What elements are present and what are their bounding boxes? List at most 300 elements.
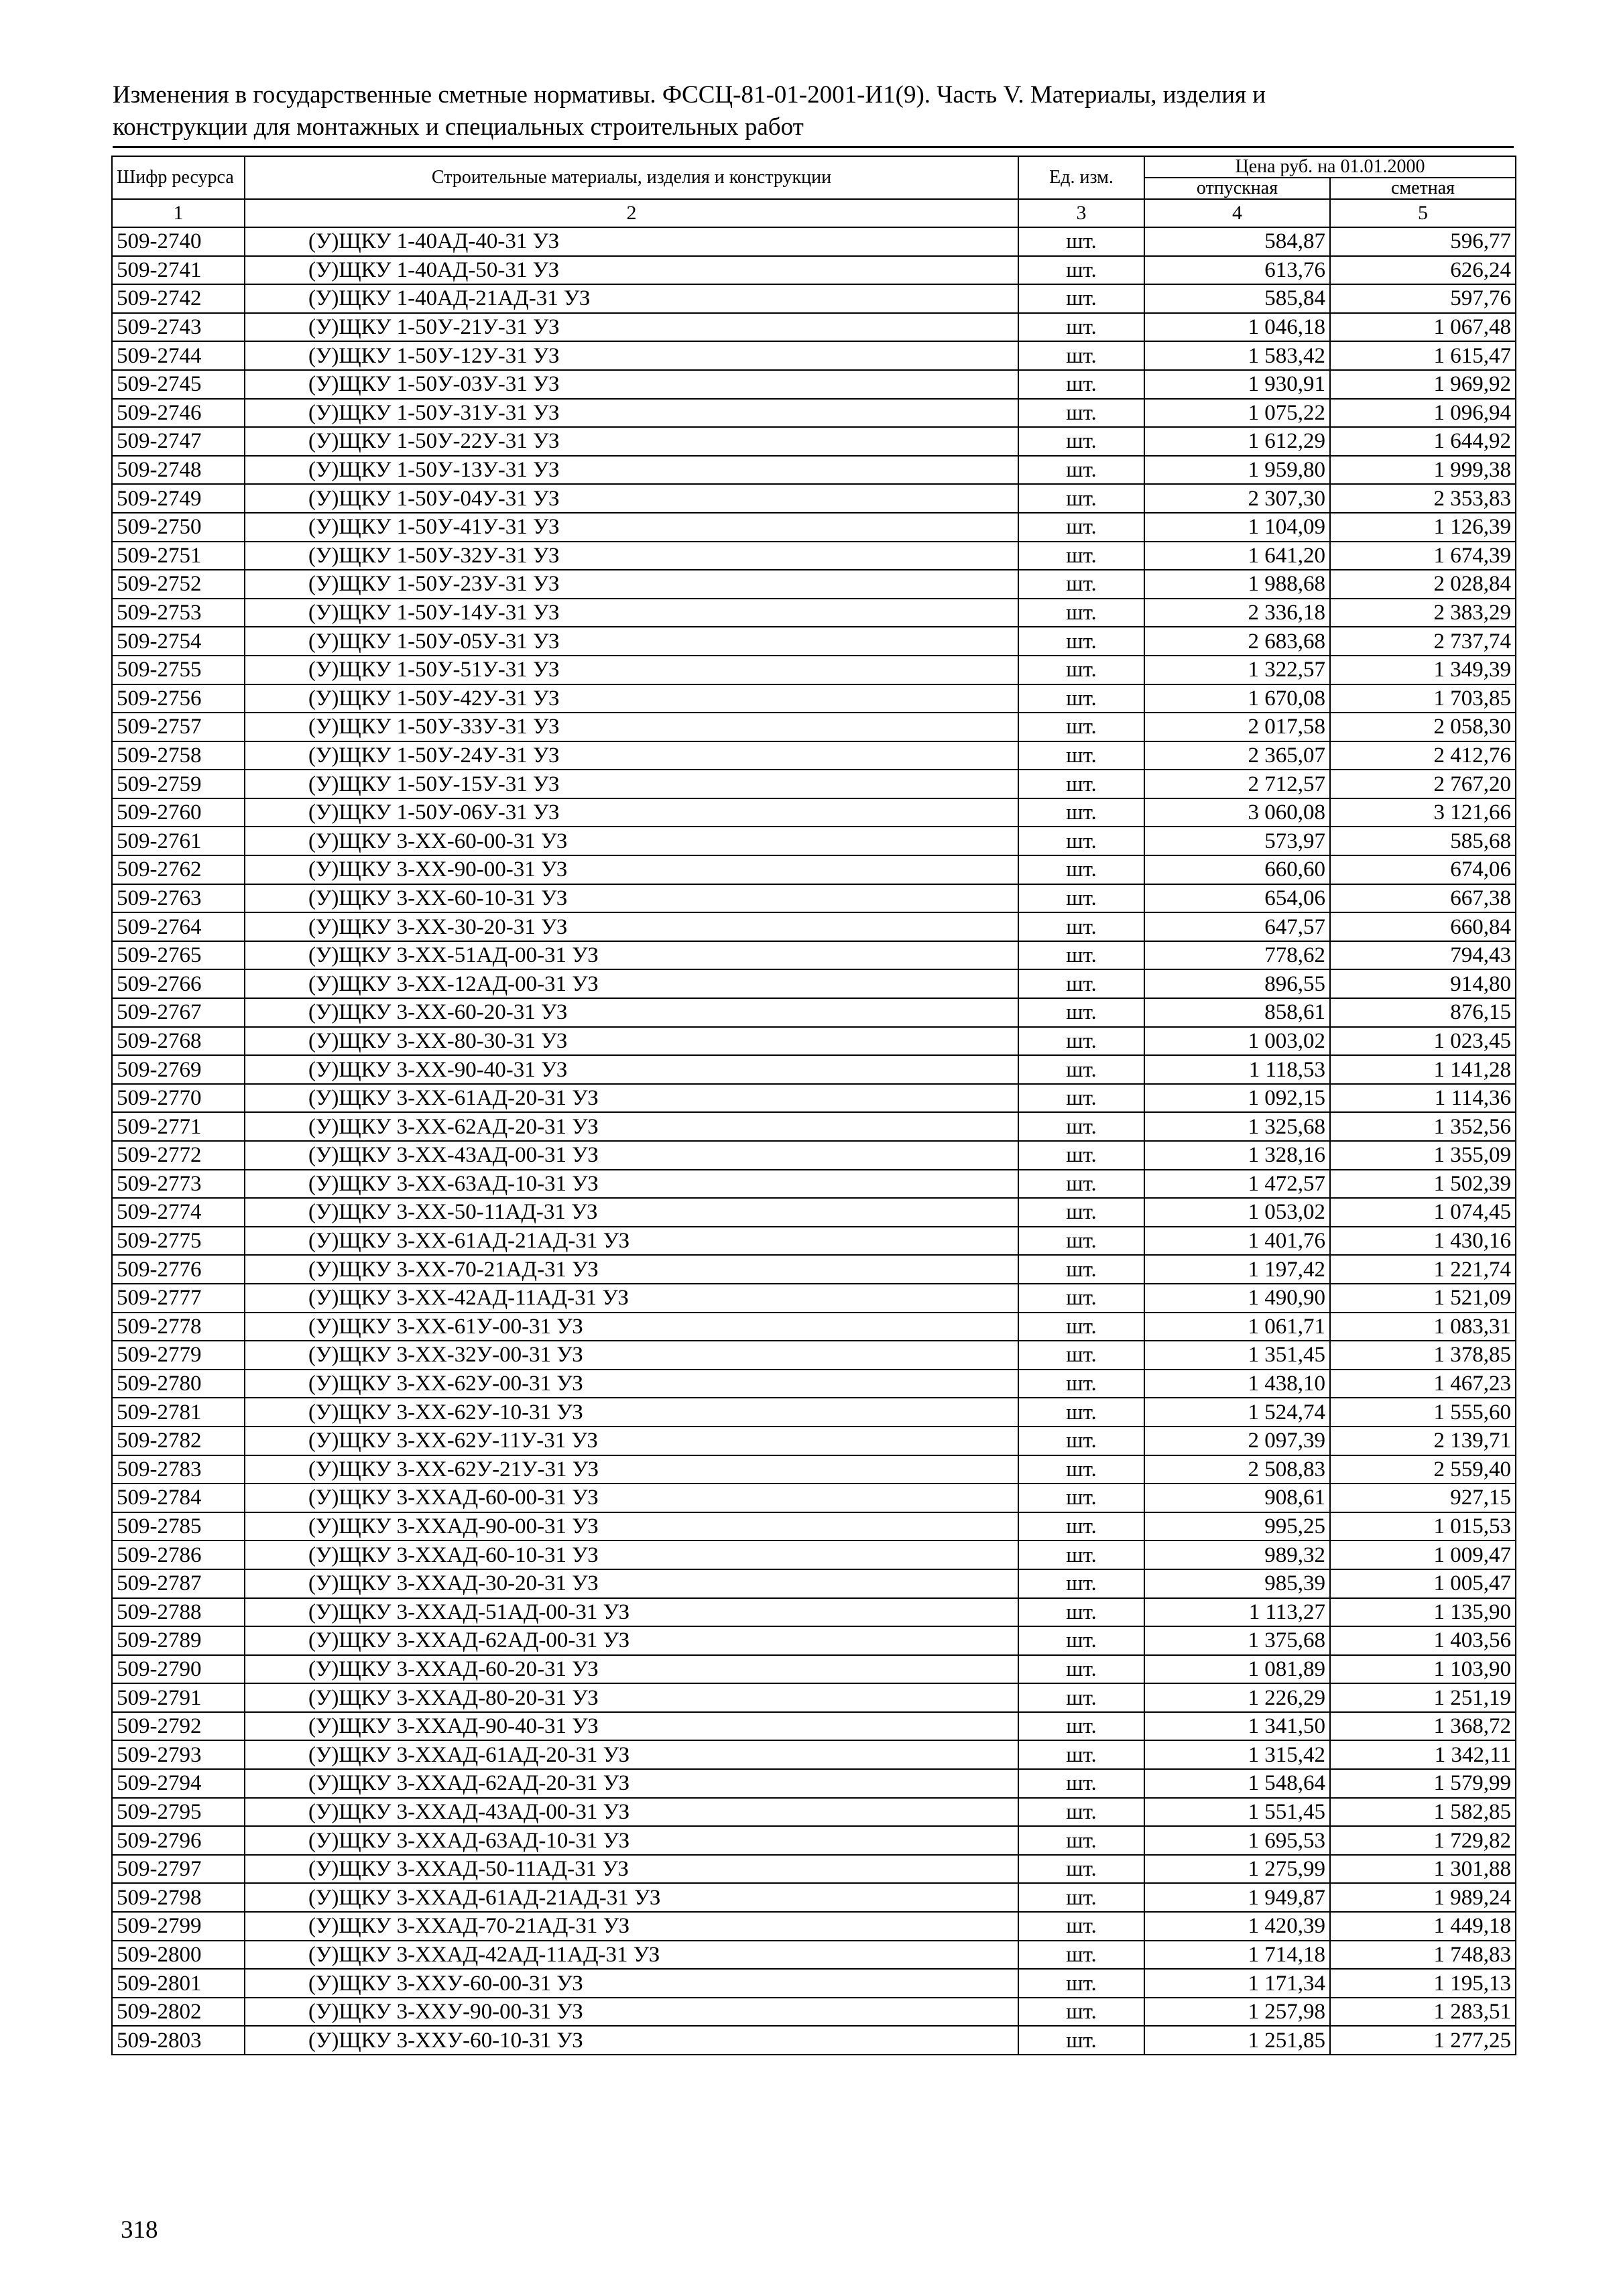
cell-name: (У)ЩКУ 1-50У-15У-31 УЗ xyxy=(245,770,1018,798)
table-row xyxy=(112,1598,1516,1627)
cell-price-estimate: 1 126,39 xyxy=(1330,513,1516,542)
cell-unit: шт. xyxy=(1018,969,1144,998)
table-row xyxy=(112,1969,1516,1998)
cell-name: (У)ЩКУ 3-ХХАД-42АД-11АД-31 УЗ xyxy=(245,1941,1018,1970)
cell-price-estimate: 597,76 xyxy=(1330,284,1516,313)
cell-unit: шт. xyxy=(1018,1740,1144,1769)
cell-unit: шт. xyxy=(1018,227,1144,256)
cell-name: (У)ЩКУ 3-ХХ-62У-21У-31 УЗ xyxy=(245,1455,1018,1484)
cell-code: 509-2756 xyxy=(112,684,245,713)
cell-unit: шт. xyxy=(1018,1055,1144,1084)
cell-code: 509-2766 xyxy=(112,969,245,998)
table-row xyxy=(112,1455,1516,1484)
cell-price-release: 1 472,57 xyxy=(1144,1170,1330,1199)
cell-unit: шт. xyxy=(1018,1769,1144,1798)
table-row xyxy=(112,256,1516,285)
cell-name: (У)ЩКУ 3-ХХАД-60-00-31 УЗ xyxy=(245,1484,1018,1512)
cell-unit: шт. xyxy=(1018,1027,1144,1056)
cell-name: (У)ЩКУ 1-50У-24У-31 УЗ xyxy=(245,741,1018,770)
cell-price-release: 1 003,02 xyxy=(1144,1027,1330,1056)
cell-price-release: 2 017,58 xyxy=(1144,713,1330,741)
cell-price-release: 1 075,22 xyxy=(1144,399,1330,428)
col-header-code: Шифр ресурса xyxy=(112,156,245,199)
cell-price-release: 989,32 xyxy=(1144,1540,1330,1569)
cell-name: (У)ЩКУ 1-50У-32У-31 УЗ xyxy=(245,542,1018,570)
table-row xyxy=(112,941,1516,970)
cell-name: (У)ЩКУ 3-ХХ-62У-11У-31 УЗ xyxy=(245,1427,1018,1455)
cell-name: (У)ЩКУ 3-ХХ-30-20-31 УЗ xyxy=(245,912,1018,941)
cell-price-estimate: 1 074,45 xyxy=(1330,1198,1516,1227)
table-row xyxy=(112,1112,1516,1141)
cell-price-estimate: 2 737,74 xyxy=(1330,627,1516,656)
cell-unit: шт. xyxy=(1018,1883,1144,1912)
table-row xyxy=(112,827,1516,855)
cell-name: (У)ЩКУ 1-50У-12У-31 УЗ xyxy=(245,341,1018,370)
cell-unit: шт. xyxy=(1018,370,1144,399)
table-row xyxy=(112,513,1516,542)
table-row xyxy=(112,1769,1516,1798)
cell-name: (У)ЩКУ 1-50У-14У-31 УЗ xyxy=(245,599,1018,627)
cell-unit: шт. xyxy=(1018,1141,1144,1170)
table-row xyxy=(112,1655,1516,1684)
cell-unit: шт. xyxy=(1018,1370,1144,1398)
table-row xyxy=(112,1313,1516,1341)
cell-price-estimate: 1 349,39 xyxy=(1330,656,1516,684)
cell-price-estimate: 1 342,11 xyxy=(1330,1740,1516,1769)
cell-unit: шт. xyxy=(1018,1455,1144,1484)
cell-price-release: 1 046,18 xyxy=(1144,313,1330,342)
cell-unit: шт. xyxy=(1018,1626,1144,1655)
cell-unit: шт. xyxy=(1018,570,1144,599)
cell-price-estimate: 660,84 xyxy=(1330,912,1516,941)
cell-code: 509-2753 xyxy=(112,599,245,627)
cell-unit: шт. xyxy=(1018,884,1144,913)
cell-unit: шт. xyxy=(1018,1998,1144,2027)
cell-code: 509-2763 xyxy=(112,884,245,913)
table-row xyxy=(112,1227,1516,1256)
col-number: 4 xyxy=(1144,199,1330,227)
cell-name: (У)ЩКУ 3-ХХАД-50-11АД-31 УЗ xyxy=(245,1855,1018,1884)
cell-price-release: 1 548,64 xyxy=(1144,1769,1330,1798)
cell-price-release: 2 097,39 xyxy=(1144,1427,1330,1455)
table-row xyxy=(112,1712,1516,1741)
cell-name: (У)ЩКУ 3-ХХАД-63АД-10-31 УЗ xyxy=(245,1826,1018,1855)
cell-name: (У)ЩКУ 3-ХХАД-90-00-31 УЗ xyxy=(245,1512,1018,1541)
header-rule xyxy=(113,146,1514,148)
cell-price-release: 1 351,45 xyxy=(1144,1341,1330,1370)
cell-price-estimate: 1 644,92 xyxy=(1330,427,1516,456)
cell-name: (У)ЩКУ 3-ХХАД-60-20-31 УЗ xyxy=(245,1655,1018,1684)
cell-unit: шт. xyxy=(1018,1227,1144,1256)
cell-price-estimate: 1 352,56 xyxy=(1330,1112,1516,1141)
cell-code: 509-2773 xyxy=(112,1170,245,1199)
cell-price-estimate: 1 096,94 xyxy=(1330,399,1516,428)
cell-unit: шт. xyxy=(1018,1484,1144,1512)
cell-price-release: 1 053,02 xyxy=(1144,1198,1330,1227)
cell-name: (У)ЩКУ 3-ХХ-80-30-31 УЗ xyxy=(245,1027,1018,1056)
table-row xyxy=(112,456,1516,485)
table-row xyxy=(112,1512,1516,1541)
cell-price-release: 1 275,99 xyxy=(1144,1855,1330,1884)
page-header xyxy=(113,79,1520,143)
col-header-unit: Ед. изм. xyxy=(1018,156,1144,199)
cell-unit: шт. xyxy=(1018,1427,1144,1455)
cell-price-release: 1 226,29 xyxy=(1144,1683,1330,1712)
cell-name: (У)ЩКУ 1-50У-31У-31 УЗ xyxy=(245,399,1018,428)
cell-price-estimate: 1 277,25 xyxy=(1330,2026,1516,2055)
cell-price-estimate: 1 005,47 xyxy=(1330,1569,1516,1598)
cell-price-release: 2 365,07 xyxy=(1144,741,1330,770)
cell-price-release: 1 113,27 xyxy=(1144,1598,1330,1627)
cell-unit: шт. xyxy=(1018,1540,1144,1569)
cell-code: 509-2795 xyxy=(112,1798,245,1827)
cell-price-release: 647,57 xyxy=(1144,912,1330,941)
cell-code: 509-2776 xyxy=(112,1255,245,1284)
table-row xyxy=(112,427,1516,456)
cell-price-release: 1 341,50 xyxy=(1144,1712,1330,1741)
cell-unit: шт. xyxy=(1018,1969,1144,1998)
table-head xyxy=(112,156,1516,227)
table-row xyxy=(112,1740,1516,1769)
cell-name: (У)ЩКУ 3-ХХАД-61АД-20-31 УЗ xyxy=(245,1740,1018,1769)
cell-name: (У)ЩКУ 3-ХХАД-62АД-20-31 УЗ xyxy=(245,1769,1018,1798)
col-header-price: Цена руб. на 01.01.2000 xyxy=(1144,156,1516,178)
header-line-2: конструкции для монтажных и специальных строительных работ xyxy=(113,113,804,141)
cell-price-estimate: 1 555,60 xyxy=(1330,1398,1516,1427)
cell-unit: шт. xyxy=(1018,770,1144,798)
cell-name: (У)ЩКУ 1-50У-51У-31 УЗ xyxy=(245,656,1018,684)
cell-code: 509-2750 xyxy=(112,513,245,542)
cell-price-release: 1 438,10 xyxy=(1144,1370,1330,1398)
cell-name: (У)ЩКУ 3-ХХ-61У-00-31 УЗ xyxy=(245,1313,1018,1341)
cell-name: (У)ЩКУ 3-ХХ-43АД-00-31 УЗ xyxy=(245,1141,1018,1170)
cell-price-estimate: 1 467,23 xyxy=(1330,1370,1516,1398)
cell-unit: шт. xyxy=(1018,1512,1144,1541)
cell-price-release: 1 081,89 xyxy=(1144,1655,1330,1684)
table-row xyxy=(112,227,1516,256)
cell-code: 509-2775 xyxy=(112,1227,245,1256)
table-row xyxy=(112,1826,1516,1855)
cell-name: (У)ЩКУ 3-ХХ-51АД-00-31 УЗ xyxy=(245,941,1018,970)
cell-price-estimate: 1 703,85 xyxy=(1330,684,1516,713)
cell-code: 509-2788 xyxy=(112,1598,245,1627)
table-row xyxy=(112,1998,1516,2027)
cell-name: (У)ЩКУ 1-40АД-40-31 УЗ xyxy=(245,227,1018,256)
cell-unit: шт. xyxy=(1018,1712,1144,1741)
cell-price-estimate: 2 058,30 xyxy=(1330,713,1516,741)
table-row xyxy=(112,969,1516,998)
table-row xyxy=(112,1198,1516,1227)
cell-name: (У)ЩКУ 3-ХХУ-60-10-31 УЗ xyxy=(245,2026,1018,2055)
cell-code: 509-2752 xyxy=(112,570,245,599)
cell-unit: шт. xyxy=(1018,827,1144,855)
cell-code: 509-2772 xyxy=(112,1141,245,1170)
cell-price-estimate: 1 430,16 xyxy=(1330,1227,1516,1256)
cell-price-estimate: 1 989,24 xyxy=(1330,1883,1516,1912)
cell-code: 509-2794 xyxy=(112,1769,245,1798)
cell-price-estimate: 1 969,92 xyxy=(1330,370,1516,399)
cell-price-release: 778,62 xyxy=(1144,941,1330,970)
cell-unit: шт. xyxy=(1018,284,1144,313)
cell-code: 509-2782 xyxy=(112,1427,245,1455)
cell-code: 509-2754 xyxy=(112,627,245,656)
cell-price-estimate: 674,06 xyxy=(1330,855,1516,884)
cell-unit: шт. xyxy=(1018,542,1144,570)
cell-price-estimate: 2 559,40 xyxy=(1330,1455,1516,1484)
cell-unit: шт. xyxy=(1018,1198,1144,1227)
cell-name: (У)ЩКУ 3-ХХ-50-11АД-31 УЗ xyxy=(245,1198,1018,1227)
cell-unit: шт. xyxy=(1018,1912,1144,1941)
cell-price-release: 1 375,68 xyxy=(1144,1626,1330,1655)
cell-price-estimate: 1 141,28 xyxy=(1330,1055,1516,1084)
cell-name: (У)ЩКУ 3-ХХ-61АД-21АД-31 УЗ xyxy=(245,1227,1018,1256)
table-row xyxy=(112,1683,1516,1712)
cell-code: 509-2801 xyxy=(112,1969,245,1998)
cell-code: 509-2785 xyxy=(112,1512,245,1541)
col-header-name: Строительные материалы, изделия и конструкции xyxy=(245,156,1018,199)
cell-name: (У)ЩКУ 3-ХХАД-62АД-00-31 УЗ xyxy=(245,1626,1018,1655)
cell-price-release: 613,76 xyxy=(1144,256,1330,285)
cell-code: 509-2748 xyxy=(112,456,245,485)
cell-price-release: 1 490,90 xyxy=(1144,1284,1330,1313)
table-row xyxy=(112,599,1516,627)
cell-price-estimate: 1 615,47 xyxy=(1330,341,1516,370)
cell-unit: шт. xyxy=(1018,1598,1144,1627)
cell-code: 509-2786 xyxy=(112,1540,245,1569)
page-number: 318 xyxy=(121,2216,158,2244)
cell-name: (У)ЩКУ 3-ХХ-12АД-00-31 УЗ xyxy=(245,969,1018,998)
cell-price-estimate: 2 028,84 xyxy=(1330,570,1516,599)
cell-name: (У)ЩКУ 3-ХХ-90-40-31 УЗ xyxy=(245,1055,1018,1084)
cell-code: 509-2779 xyxy=(112,1341,245,1370)
cell-price-estimate: 1 368,72 xyxy=(1330,1712,1516,1741)
cell-code: 509-2769 xyxy=(112,1055,245,1084)
cell-price-estimate: 1 403,56 xyxy=(1330,1626,1516,1655)
cell-name: (У)ЩКУ 1-50У-05У-31 УЗ xyxy=(245,627,1018,656)
cell-code: 509-2744 xyxy=(112,341,245,370)
cell-price-release: 896,55 xyxy=(1144,969,1330,998)
cell-price-estimate: 2 412,76 xyxy=(1330,741,1516,770)
cell-unit: шт. xyxy=(1018,684,1144,713)
cell-name: (У)ЩКУ 1-50У-21У-31 УЗ xyxy=(245,313,1018,342)
cell-unit: шт. xyxy=(1018,484,1144,513)
cell-unit: шт. xyxy=(1018,313,1144,342)
cell-code: 509-2787 xyxy=(112,1569,245,1598)
cell-price-estimate: 596,77 xyxy=(1330,227,1516,256)
cell-code: 509-2741 xyxy=(112,256,245,285)
cell-name: (У)ЩКУ 1-50У-03У-31 УЗ xyxy=(245,370,1018,399)
cell-unit: шт. xyxy=(1018,1398,1144,1427)
cell-name: (У)ЩКУ 3-ХХАД-51АД-00-31 УЗ xyxy=(245,1598,1018,1627)
cell-price-estimate: 1 748,83 xyxy=(1330,1941,1516,1970)
cell-price-estimate: 876,15 xyxy=(1330,998,1516,1027)
cell-code: 509-2792 xyxy=(112,1712,245,1741)
cell-name: (У)ЩКУ 1-50У-13У-31 УЗ xyxy=(245,456,1018,485)
cell-name: (У)ЩКУ 3-ХХ-60-20-31 УЗ xyxy=(245,998,1018,1027)
cell-name: (У)ЩКУ 3-ХХ-42АД-11АД-31 УЗ xyxy=(245,1284,1018,1313)
cell-price-release: 585,84 xyxy=(1144,284,1330,313)
cell-name: (У)ЩКУ 3-ХХ-60-10-31 УЗ xyxy=(245,884,1018,913)
cell-unit: шт. xyxy=(1018,1683,1144,1712)
table-row xyxy=(112,770,1516,798)
table-body xyxy=(112,227,1516,2055)
cell-price-estimate: 585,68 xyxy=(1330,827,1516,855)
cell-price-release: 1 959,80 xyxy=(1144,456,1330,485)
cell-price-estimate: 914,80 xyxy=(1330,969,1516,998)
cell-code: 509-2764 xyxy=(112,912,245,941)
cell-code: 509-2771 xyxy=(112,1112,245,1141)
table-row xyxy=(112,1398,1516,1427)
cell-price-estimate: 667,38 xyxy=(1330,884,1516,913)
cell-code: 509-2751 xyxy=(112,542,245,570)
cell-name: (У)ЩКУ 3-ХХ-70-21АД-31 УЗ xyxy=(245,1255,1018,1284)
table-row xyxy=(112,855,1516,884)
table-row xyxy=(112,1798,1516,1827)
cell-unit: шт. xyxy=(1018,1798,1144,1827)
cell-price-release: 1 118,53 xyxy=(1144,1055,1330,1084)
cell-code: 509-2791 xyxy=(112,1683,245,1712)
cell-code: 509-2760 xyxy=(112,798,245,827)
table-row xyxy=(112,1027,1516,1056)
cell-unit: шт. xyxy=(1018,427,1144,456)
cell-code: 509-2743 xyxy=(112,313,245,342)
cell-code: 509-2755 xyxy=(112,656,245,684)
cell-price-estimate: 1 135,90 xyxy=(1330,1598,1516,1627)
cell-name: (У)ЩКУ 3-ХХУ-90-00-31 УЗ xyxy=(245,1998,1018,2027)
cell-price-estimate: 1 083,31 xyxy=(1330,1313,1516,1341)
cell-unit: шт. xyxy=(1018,627,1144,656)
table-row xyxy=(112,542,1516,570)
cell-code: 509-2784 xyxy=(112,1484,245,1512)
table-row xyxy=(112,370,1516,399)
cell-name: (У)ЩКУ 3-ХХ-60-00-31 УЗ xyxy=(245,827,1018,855)
cell-price-estimate: 1 378,85 xyxy=(1330,1341,1516,1370)
cell-price-release: 1 988,68 xyxy=(1144,570,1330,599)
cell-unit: шт. xyxy=(1018,1341,1144,1370)
cell-price-estimate: 626,24 xyxy=(1330,256,1516,285)
cell-price-release: 2 307,30 xyxy=(1144,484,1330,513)
cell-price-release: 1 061,71 xyxy=(1144,1313,1330,1341)
header-line-1: Изменения в государственные сметные нормативы. ФССЦ-81-01-2001-И1(9). Часть V. Материалы, изделия и xyxy=(113,81,1266,109)
table-row xyxy=(112,884,1516,913)
cell-unit: шт. xyxy=(1018,941,1144,970)
cell-price-release: 1 949,87 xyxy=(1144,1883,1330,1912)
table-row xyxy=(112,1484,1516,1512)
table-row xyxy=(112,713,1516,741)
col-header-estimate: сметная xyxy=(1330,178,1516,199)
cell-price-estimate: 1 449,18 xyxy=(1330,1912,1516,1941)
table-row xyxy=(112,1370,1516,1398)
table-row xyxy=(112,1084,1516,1113)
cell-price-release: 1 930,91 xyxy=(1144,370,1330,399)
col-number: 1 xyxy=(112,199,245,227)
cell-code: 509-2798 xyxy=(112,1883,245,1912)
cell-price-release: 1 670,08 xyxy=(1144,684,1330,713)
cell-code: 509-2768 xyxy=(112,1027,245,1056)
cell-price-release: 2 683,68 xyxy=(1144,627,1330,656)
cell-price-estimate: 1 729,82 xyxy=(1330,1826,1516,1855)
cell-price-release: 1 315,42 xyxy=(1144,1740,1330,1769)
cell-price-release: 654,06 xyxy=(1144,884,1330,913)
cell-name: (У)ЩКУ 3-ХХ-90-00-31 УЗ xyxy=(245,855,1018,884)
cell-price-release: 1 251,85 xyxy=(1144,2026,1330,2055)
cell-code: 509-2774 xyxy=(112,1198,245,1227)
cell-name: (У)ЩКУ 1-40АД-21АД-31 УЗ xyxy=(245,284,1018,313)
cell-price-release: 1 325,68 xyxy=(1144,1112,1330,1141)
cell-name: (У)ЩКУ 3-ХХАД-70-21АД-31 УЗ xyxy=(245,1912,1018,1941)
cell-unit: шт. xyxy=(1018,713,1144,741)
cell-price-release: 660,60 xyxy=(1144,855,1330,884)
table-row xyxy=(112,570,1516,599)
cell-code: 509-2757 xyxy=(112,713,245,741)
cell-price-release: 1 641,20 xyxy=(1144,542,1330,570)
table-row xyxy=(112,1255,1516,1284)
cell-code: 509-2740 xyxy=(112,227,245,256)
cell-unit: шт. xyxy=(1018,1855,1144,1884)
cell-price-estimate: 1 103,90 xyxy=(1330,1655,1516,1684)
cell-name: (У)ЩКУ 3-ХХ-62У-10-31 УЗ xyxy=(245,1398,1018,1427)
table-row xyxy=(112,627,1516,656)
cell-price-estimate: 1 015,53 xyxy=(1330,1512,1516,1541)
cell-unit: шт. xyxy=(1018,1313,1144,1341)
cell-name: (У)ЩКУ 3-ХХ-32У-00-31 УЗ xyxy=(245,1341,1018,1370)
cell-code: 509-2777 xyxy=(112,1284,245,1313)
cell-price-estimate: 2 383,29 xyxy=(1330,599,1516,627)
table-row xyxy=(112,1883,1516,1912)
cell-code: 509-2799 xyxy=(112,1912,245,1941)
col-number: 5 xyxy=(1330,199,1516,227)
cell-unit: шт. xyxy=(1018,998,1144,1027)
table-row xyxy=(112,1141,1516,1170)
cell-price-estimate: 927,15 xyxy=(1330,1484,1516,1512)
table-row xyxy=(112,284,1516,313)
cell-code: 509-2780 xyxy=(112,1370,245,1398)
cell-code: 509-2800 xyxy=(112,1941,245,1970)
cell-unit: шт. xyxy=(1018,341,1144,370)
cell-price-estimate: 1 283,51 xyxy=(1330,1998,1516,2027)
cell-name: (У)ЩКУ 3-ХХАД-90-40-31 УЗ xyxy=(245,1712,1018,1741)
cell-name: (У)ЩКУ 3-ХХУ-60-00-31 УЗ xyxy=(245,1969,1018,1998)
cell-price-release: 2 712,57 xyxy=(1144,770,1330,798)
cell-name: (У)ЩКУ 3-ХХАД-30-20-31 УЗ xyxy=(245,1569,1018,1598)
cell-unit: шт. xyxy=(1018,1826,1144,1855)
cell-price-estimate: 794,43 xyxy=(1330,941,1516,970)
cell-price-release: 1 695,53 xyxy=(1144,1826,1330,1855)
col-header-release: отпускная xyxy=(1144,178,1330,199)
cell-price-release: 584,87 xyxy=(1144,227,1330,256)
cell-unit: шт. xyxy=(1018,656,1144,684)
cell-name: (У)ЩКУ 1-50У-04У-31 УЗ xyxy=(245,484,1018,513)
table-row xyxy=(112,741,1516,770)
table-row xyxy=(112,484,1516,513)
cell-unit: шт. xyxy=(1018,912,1144,941)
cell-price-release: 1 401,76 xyxy=(1144,1227,1330,1256)
cell-price-estimate: 1 009,47 xyxy=(1330,1540,1516,1569)
cell-price-estimate: 1 355,09 xyxy=(1330,1141,1516,1170)
cell-unit: шт. xyxy=(1018,1112,1144,1141)
cell-code: 509-2770 xyxy=(112,1084,245,1113)
cell-name: (У)ЩКУ 3-ХХАД-80-20-31 УЗ xyxy=(245,1683,1018,1712)
cell-code: 509-2778 xyxy=(112,1313,245,1341)
cell-price-estimate: 1 579,99 xyxy=(1330,1769,1516,1798)
table-row xyxy=(112,1941,1516,1970)
cell-unit: шт. xyxy=(1018,1569,1144,1598)
table-row xyxy=(112,912,1516,941)
cell-code: 509-2765 xyxy=(112,941,245,970)
cell-code: 509-2781 xyxy=(112,1398,245,1427)
table-row xyxy=(112,1427,1516,1455)
cell-price-release: 1 197,42 xyxy=(1144,1255,1330,1284)
